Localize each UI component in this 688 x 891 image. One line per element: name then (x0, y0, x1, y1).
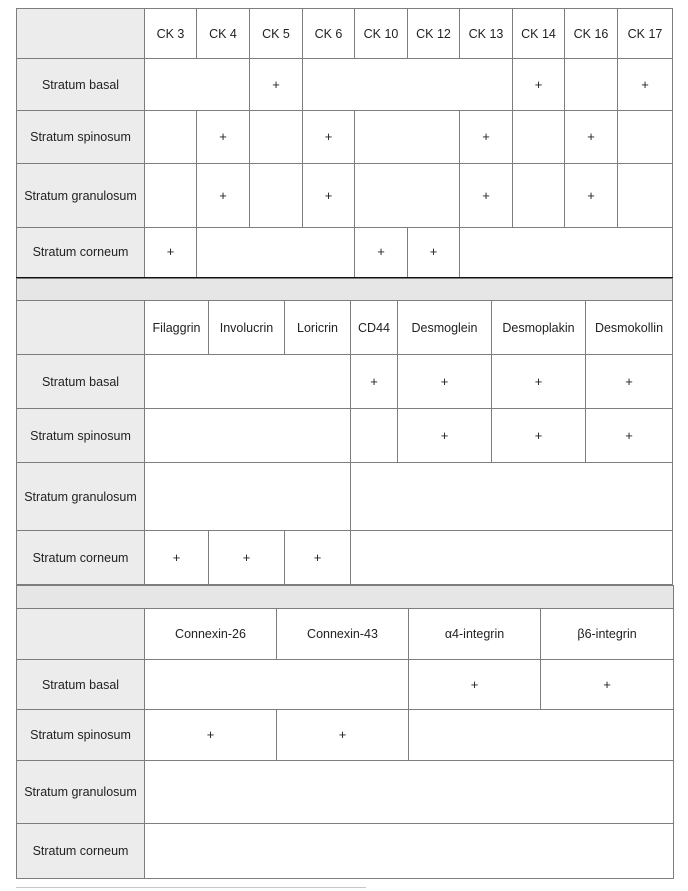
column-header-desmoplakin: Desmoplakin (492, 301, 586, 355)
positive-cell-filaggrin: + (145, 531, 209, 585)
positive-cell-involucrin: + (209, 531, 285, 585)
column-header-connexin-43: Connexin-43 (277, 609, 409, 660)
empty-cell (460, 228, 673, 278)
separator-band (17, 586, 674, 609)
empty-cell (513, 164, 565, 228)
column-header-connexin-26: Connexin-26 (145, 609, 277, 660)
corner-cell (17, 301, 145, 355)
column-header-ck17: CK 17 (618, 9, 673, 59)
empty-cell (303, 59, 513, 111)
empty-cell (618, 164, 673, 228)
cytokeratin-table (16, 8, 673, 279)
positive-cell-ck6: + (303, 111, 355, 164)
empty-cell (351, 409, 398, 463)
table-row-stratum-granulosum (17, 463, 673, 531)
column-header-cd44: CD44 (351, 301, 398, 355)
column-header-filaggrin: Filaggrin (145, 301, 209, 355)
empty-cell (355, 111, 460, 164)
positive-cell-desmoglein: + (398, 355, 492, 409)
positive-cell-ck14: + (513, 59, 565, 111)
empty-cell (250, 164, 303, 228)
corner-cell (17, 609, 145, 660)
positive-cell-desmoplakin: + (492, 355, 586, 409)
row-label-stratum-granulosum: Stratum granulosum (17, 164, 145, 228)
empty-cell (409, 710, 674, 761)
empty-cell (351, 531, 673, 585)
empty-cell (351, 463, 673, 531)
column-header-a4-integrin: α4-integrin (409, 609, 541, 660)
column-header-involucrin: Involucrin (209, 301, 285, 355)
positive-cell-ck5: + (250, 59, 303, 111)
empty-cell (513, 111, 565, 164)
empty-cell (618, 111, 673, 164)
empty-cell (145, 355, 351, 409)
empty-cell (565, 59, 618, 111)
positive-cell-desmoplakin: + (492, 409, 586, 463)
column-header-ck3: CK 3 (145, 9, 197, 59)
column-header-ck6: CK 6 (303, 9, 355, 59)
column-header-loricrin: Loricrin (285, 301, 351, 355)
empty-cell (145, 409, 351, 463)
empty-cell (145, 111, 197, 164)
column-header-desmokollin: Desmokollin (586, 301, 673, 355)
positive-cell-b6-integrin: + (541, 660, 674, 710)
table-row-stratum-corneum (17, 531, 673, 585)
row-label-stratum-corneum: Stratum corneum (17, 228, 145, 278)
row-label-stratum-basal: Stratum basal (17, 59, 145, 111)
positive-cell-ck10: + (355, 228, 408, 278)
section-separator (17, 279, 673, 301)
row-label-stratum-basal: Stratum basal (17, 355, 145, 409)
column-header-ck13: CK 13 (460, 9, 513, 59)
table-row-stratum-basal (17, 59, 673, 111)
empty-cell (145, 824, 674, 879)
table-header-row (17, 609, 674, 660)
positive-cell-desmokollin: + (586, 409, 673, 463)
empty-cell (145, 660, 409, 710)
positive-cell-ck12: + (408, 228, 460, 278)
empty-cell (250, 111, 303, 164)
column-header-b6-integrin: β6-integrin (541, 609, 674, 660)
table-row-stratum-spinosum (17, 409, 673, 463)
positive-cell-ck13: + (460, 164, 513, 228)
empty-cell (145, 463, 351, 531)
column-header-ck4: CK 4 (197, 9, 250, 59)
empty-cell (197, 228, 355, 278)
positive-cell-connexin-43: + (277, 710, 409, 761)
positive-cell-cd44: + (351, 355, 398, 409)
positive-cell-ck17: + (618, 59, 673, 111)
positive-cell-ck4: + (197, 164, 250, 228)
connexin-integrin-table (16, 585, 674, 879)
positive-cell-ck16: + (565, 111, 618, 164)
section-separator (17, 586, 674, 609)
table-row-stratum-basal (17, 355, 673, 409)
positive-cell-ck16: + (565, 164, 618, 228)
table-header-row (17, 301, 673, 355)
positive-cell-ck6: + (303, 164, 355, 228)
positive-cell-connexin-26: + (145, 710, 277, 761)
empty-cell (355, 164, 460, 228)
empty-cell (145, 761, 674, 824)
table-row-stratum-granulosum (17, 164, 673, 228)
corner-cell (17, 9, 145, 59)
positive-cell-a4-integrin: + (409, 660, 541, 710)
row-label-stratum-corneum: Stratum corneum (17, 531, 145, 585)
row-label-stratum-basal: Stratum basal (17, 660, 145, 710)
table-header-row (17, 9, 673, 59)
column-header-ck10: CK 10 (355, 9, 408, 59)
table-row-stratum-spinosum (17, 111, 673, 164)
table-row-stratum-corneum (17, 228, 673, 278)
row-label-stratum-corneum: Stratum corneum (17, 824, 145, 879)
table-row-stratum-spinosum (17, 710, 674, 761)
column-header-ck12: CK 12 (408, 9, 460, 59)
faint-caption-line (16, 887, 366, 888)
empty-cell (145, 164, 197, 228)
table-row-stratum-basal (17, 660, 674, 710)
row-label-stratum-granulosum: Stratum granulosum (17, 463, 145, 531)
separator-band (17, 279, 673, 301)
positive-cell-ck3: + (145, 228, 197, 278)
table-row-stratum-corneum (17, 824, 674, 879)
row-label-stratum-spinosum: Stratum spinosum (17, 111, 145, 164)
column-header-ck14: CK 14 (513, 9, 565, 59)
column-header-ck16: CK 16 (565, 9, 618, 59)
column-header-desmoglein: Desmoglein (398, 301, 492, 355)
row-label-stratum-granulosum: Stratum granulosum (17, 761, 145, 824)
row-label-stratum-spinosum: Stratum spinosum (17, 409, 145, 463)
positive-cell-ck4: + (197, 111, 250, 164)
positive-cell-desmoglein: + (398, 409, 492, 463)
positive-cell-ck13: + (460, 111, 513, 164)
differentiation-marker-table (16, 278, 673, 585)
positive-cell-desmokollin: + (586, 355, 673, 409)
row-label-stratum-spinosum: Stratum spinosum (17, 710, 145, 761)
positive-cell-loricrin: + (285, 531, 351, 585)
column-header-ck5: CK 5 (250, 9, 303, 59)
table-row-stratum-granulosum (17, 761, 674, 824)
empty-cell (145, 59, 250, 111)
